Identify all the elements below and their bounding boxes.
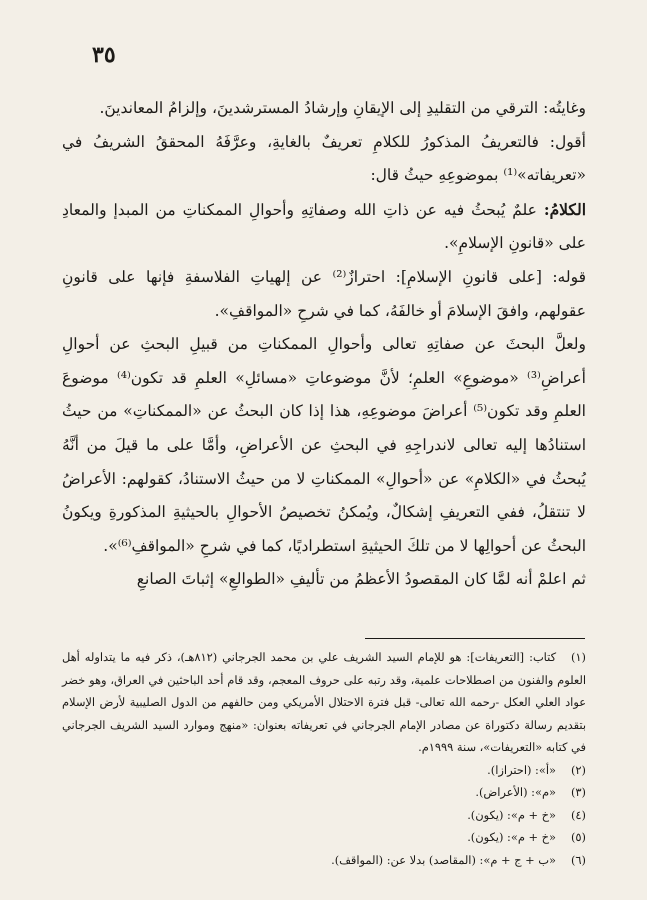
footnote-number: (٥) (570, 830, 586, 844)
paragraph: ثم اعلمْ أنه لمَّا كان المقصودُ الأعظمُ من تأليفِ «الطوالعِ» إثباتَ الصانعِ (136, 570, 586, 589)
footnotes (62, 646, 586, 871)
footnote (62, 804, 586, 827)
main-text (62, 92, 586, 597)
footnote-text: «ب + ج + م»: (المقاصد) بدلا عن: (المواقف). (331, 852, 556, 867)
paragraph: قوله: [على قانونِ الإسلامِ]: احترازٌ⁽²⁾ عن إلهياتِ الفلاسفةِ فإنها على قانونِ عقولهم، وافقَ الإسلامَ أو خالفَهُ، كما في شرحِ «المواقفِ». (62, 267, 586, 320)
footnote (62, 646, 586, 759)
paragraph: أقول: فالتعريفُ المذكورُ للكلامِ تعريفٌ بالغايةِ، وعرَّفَهُ المحققُ الشريفُ في «تعريفاته»⁽¹⁾ بموضوعِهِ حيثُ قال: (62, 132, 586, 185)
footnote (62, 826, 586, 849)
footnote (62, 759, 586, 782)
definition-paragraph (62, 193, 586, 261)
footnote (62, 849, 586, 872)
footnote-separator (365, 638, 585, 639)
footnote (62, 781, 586, 804)
footnote-number: (١) (570, 650, 586, 664)
defined-term: الكلامُ: (543, 199, 586, 219)
footnote-text: كتاب: [التعريفات]: هو للإمام السيد الشريف علي بن محمد الجرجاني (٨١٢هـ)، ذكر فيه ما يتداوله أهل العلوم والفنون من اصطلاحات علمية، وقد رتبه على حروف المعجم، وقد قام أحد الباحثين في العراق، وهو خضر عواد العلي العكل -رحمه الله تعالى- قبل فترة الاحتلال الأمريكي ومن حالفهم من الدول الصليبية لأرض الإسلام بتقديم رسالة دكتوراة عن مصادر الإمام الجرجاني في تعريفاته بعنوان: «منهج وموارد السيد الشريف الجرجاني في كتابه «التعريفات»، سنة ١٩٩٩م. (62, 650, 586, 754)
footnote-text: «خ + م»: (يكون). (467, 830, 556, 844)
footnote-number: (٦) (570, 852, 586, 867)
definition-text: علمٌ يُبحثُ فيه عن ذاتِ الله وصفاتِهِ وأحوالِ الممكناتِ من المبدإ والمعادِ على «قانونِ الإسلامِ». (62, 200, 586, 253)
footnote-text: «خ + م»: (يكون). (467, 807, 556, 822)
paragraph: وغايتُه: الترقي من التقليدِ إلى الإيقانِ وإرشادُ المسترشدينَ، وإلزامُ المعاندينَ. (99, 99, 586, 117)
page-number: ٣٥ (92, 42, 116, 68)
footnote-number: (٢) (570, 762, 586, 777)
footnote-number: (٣) (570, 785, 586, 799)
paragraph: ولعلَّ البحثَ عن صفاتِهِ تعالى وأحوالِ الممكناتِ من قبيلِ البحثِ عن أحوالِ أعراضِ⁽³⁾ «موضوعِ» العلمِ؛ لأنَّ موضوعاتِ «مسائلِ» العلمِ قد تكون⁽⁴⁾ موضوعَ العلمِ وقد تكون⁽⁵⁾ أعراضَ موضوعِهِ، هذا إذا كان البحثُ عن «الممكناتِ» من حيثُ استنادُها إليه تعالى لاندراجِهِ في البحثِ عن الأعراضِ، وأمَّا على ما قيلَ من أنَّهُ يُبحثُ في «الكلامِ» عن «أحوالِ» الممكناتِ لا من حيثُ الاستنادُ، كقولهم: الأعراضُ لا تنتقلُ، ففي التعريفِ إشكالٌ، ويُمكنُ تخصيصُ الأحوالِ بالحيثيةِ المذكورةِ ويكونُ البحثُ عن أحوالِها لا من تلكَ الحيثيةِ استطراديًا، كما في شرحِ «المواقفِ⁽⁶⁾». (62, 335, 586, 555)
footnote-number: (٤) (570, 807, 586, 822)
footnote-text: «أ»: (احترازا). (487, 762, 556, 777)
footnote-text: «م»: (الأعراض). (475, 785, 556, 799)
